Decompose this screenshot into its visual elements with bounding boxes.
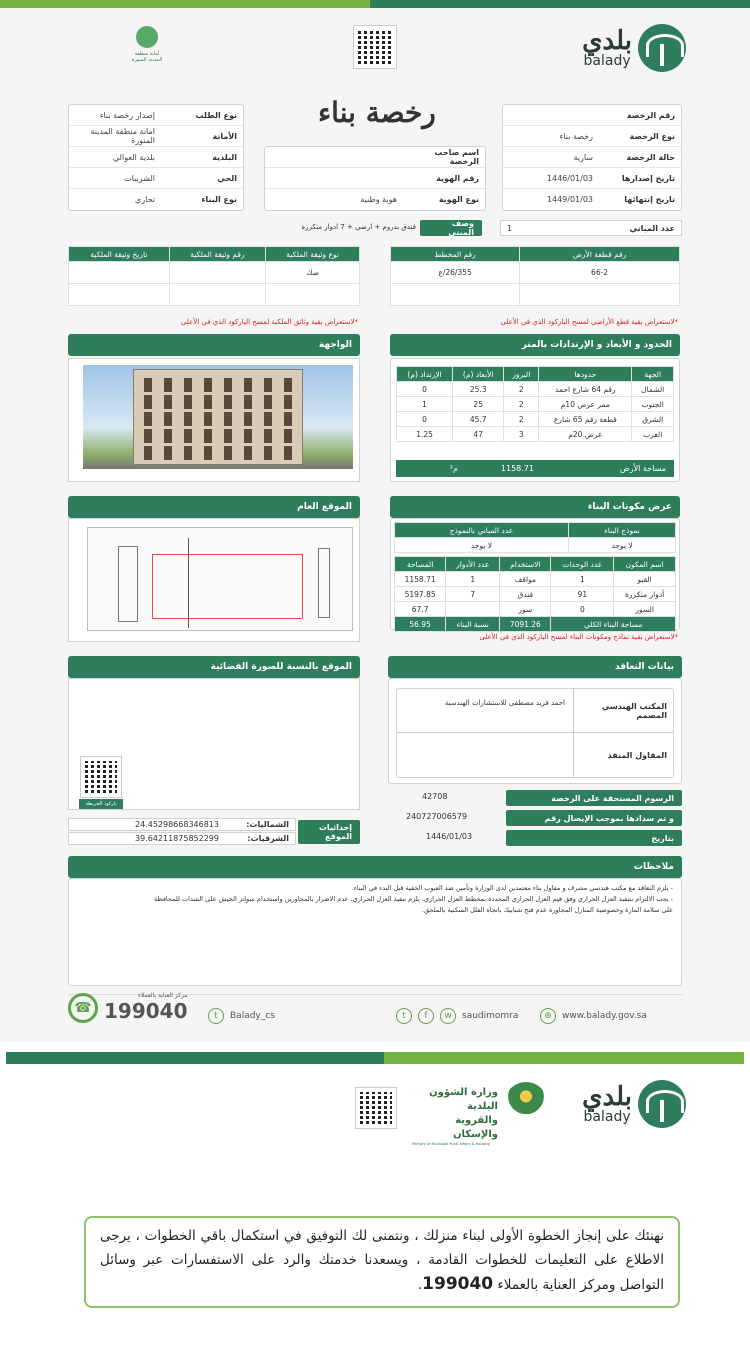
table-header: عدد الأدوار <box>446 557 500 572</box>
info-value: هوية وطنية <box>360 195 397 204</box>
partner-emblem-icon <box>136 26 158 48</box>
twitter-icon: t <box>396 1008 412 1024</box>
info-row <box>265 168 485 189</box>
table-cell: فندق <box>500 587 551 602</box>
ministry-line3: Ministry of Municipal Rural Affairs & Housing <box>412 1142 490 1146</box>
facade-window <box>224 395 232 409</box>
note-3: على سلامة المارة وخصوصية المنازل المجاورة عدم فتح شبابيك باتجاه الفلل السكنية بالملحق. <box>422 906 673 914</box>
brand-ar-2: بلدي <box>582 1082 632 1112</box>
twitter-icon: t <box>208 1008 224 1024</box>
table-cell: 0 <box>397 412 453 427</box>
care-label: مركز العناية بالعملاء <box>137 992 188 999</box>
facade-window <box>244 446 252 460</box>
request-info-box <box>68 104 244 211</box>
info-value: إصدار رخصة بناء <box>99 110 155 120</box>
facade-window <box>184 429 192 443</box>
satellite-section-title: الموقع بالنسبة للصورة الفضائية <box>68 656 360 678</box>
site-plan-drawing <box>87 527 353 631</box>
twitter-text: Balady_cs <box>230 1011 275 1021</box>
site-section-title: الموقع العام <box>68 496 360 518</box>
model-count-value: لا يوجد <box>395 538 569 553</box>
info-row <box>265 189 485 210</box>
facade-window <box>164 429 172 443</box>
payment-date-label: بتاريخ <box>506 830 682 846</box>
partner-line2: المدينة المنورة <box>131 57 163 63</box>
website-link[interactable] <box>540 1008 647 1024</box>
info-key: تاريخ إصدارها <box>621 173 675 183</box>
north-value: 24.45298668346813 <box>135 820 219 829</box>
receipt-label: و تم سدادها بموجب الإيصال رقم <box>506 810 682 826</box>
info-row <box>69 189 243 210</box>
table-cell: 1 <box>446 572 500 587</box>
care-center <box>68 992 188 1023</box>
table-cell: 25.3 <box>453 382 504 397</box>
plot-plan-number: 26/355/ع <box>391 262 520 284</box>
whatsapp-icon: w <box>440 1008 456 1024</box>
north-label: الشماليات: <box>246 820 289 829</box>
receipt-value: 240727006579 <box>406 812 468 821</box>
facebook-icon: f <box>418 1008 434 1024</box>
info-row <box>265 147 485 168</box>
contractor-label: المقاول المنفذ <box>573 733 673 777</box>
plot-table <box>390 246 680 306</box>
palm-logo-icon <box>638 1080 686 1128</box>
table-header: الاستخدام <box>500 557 551 572</box>
facade-window <box>224 412 232 426</box>
table-cell: عرض 20م <box>539 427 632 442</box>
facade-window <box>244 412 252 426</box>
info-key: حالة الرخصة <box>626 152 675 162</box>
facade-window <box>144 378 152 392</box>
deed-type: صك <box>266 262 360 284</box>
facade-window <box>264 446 272 460</box>
buildings-count-value: 1 <box>507 223 513 233</box>
partner-line1: أمانة منطقة <box>134 51 160 57</box>
table-cell: سور <box>500 602 551 617</box>
info-key: الحي <box>217 173 237 183</box>
table-cell: 91 <box>551 587 614 602</box>
table-cell: القبو <box>614 572 676 587</box>
brand-en-2: balady <box>583 1109 631 1125</box>
table-cell: 5197.85 <box>395 587 446 602</box>
map-qr-label: باركود الخريطة <box>79 799 123 809</box>
brand-en: balady <box>583 53 631 69</box>
model-count-header: عدد المباني بالنموذج <box>395 523 569 538</box>
facade-window <box>144 446 152 460</box>
social-text: saudimomra <box>462 1011 519 1021</box>
table-header: الإرتداد (م) <box>397 367 453 382</box>
table-cell: 47 <box>453 427 504 442</box>
note-components: *لاستعراض بقية نماذج ومكونات البناء لمسح الباركود الذي في الأعلى <box>479 633 678 641</box>
info-row <box>69 126 243 147</box>
table-cell: مواقف <box>500 572 551 587</box>
table-header: الأبعاد (م) <box>453 367 504 382</box>
facade-window <box>224 446 232 460</box>
table-header: الجهة <box>632 367 674 382</box>
table-cell: 45.7 <box>453 412 504 427</box>
table-cell: 2 <box>504 397 539 412</box>
info-row <box>69 105 243 126</box>
facade-window <box>264 412 272 426</box>
total-cell: نسبة البناء <box>446 617 500 632</box>
facade-window <box>284 429 292 443</box>
info-key: نوع الطلب <box>195 110 237 120</box>
facade-window <box>284 378 292 392</box>
facade-window <box>144 395 152 409</box>
satellite-image <box>68 678 360 810</box>
info-row <box>503 147 681 168</box>
table-cell: رقم 64 شارع احمد <box>539 382 632 397</box>
facade-window <box>204 429 212 443</box>
info-key: رقم الرخصة <box>626 110 675 120</box>
plot-header-number: رقم قطعة الأرض <box>520 247 680 262</box>
design-office-label: المكتب الهندسي المصمم <box>573 689 673 732</box>
plot-header-plan: رقم المخطط <box>391 247 520 262</box>
table-cell: 3 <box>504 427 539 442</box>
note-1: - يلزم التعاقد مع مكتب هندسي مشرف و مقاول بناء معتمدين لدى الوزارة وتأمين ضد العيوب الخفية قبل البدء في البناء. <box>351 884 673 892</box>
facade-window <box>204 378 212 392</box>
land-area-unit: م² <box>449 464 458 473</box>
top-color-bar <box>0 0 750 8</box>
table-header: البروز <box>504 367 539 382</box>
info-key: الأمانة <box>212 131 237 141</box>
partner-logo <box>122 26 172 74</box>
table-cell: 7 <box>446 587 500 602</box>
congrats-message <box>84 1216 680 1308</box>
payment-date-value: 1446/01/03 <box>426 832 473 841</box>
second-qr-code[interactable] <box>356 1088 396 1128</box>
table-cell: 1 <box>397 397 453 412</box>
facade-window <box>264 378 272 392</box>
note-deeds: *لاستعراض بقية وثائق الملكية لمسح الباركود الذي في الأعلى <box>180 318 358 326</box>
map-qr-code[interactable] <box>81 757 121 797</box>
total-cell: مساحة البناء الكلي <box>551 617 676 632</box>
design-office-value: احمد فريد مصطفى للاستشارات الهندسية <box>444 699 565 707</box>
ministry-name <box>412 1086 498 1147</box>
table-cell: الشمال <box>632 382 674 397</box>
table-cell: 1 <box>551 572 614 587</box>
info-value: 1449/01/03 <box>546 195 593 204</box>
table-cell: 2 <box>504 412 539 427</box>
deed-header-number: رقم وثيقة الملكية <box>169 247 266 262</box>
contractor-value <box>397 733 573 777</box>
info-key: رقم الهوية <box>436 173 479 183</box>
facade-window <box>144 429 152 443</box>
plot-number: 66-2 <box>520 262 680 284</box>
building-desc-label: وصف المبنى <box>420 220 482 236</box>
palm-logo-icon <box>638 24 686 72</box>
table-cell: 1.25 <box>397 427 453 442</box>
facade-window <box>164 446 172 460</box>
deed-number <box>169 262 266 284</box>
east-coord <box>68 832 296 845</box>
info-row <box>503 126 681 147</box>
brand-ar: بلدي <box>582 26 632 56</box>
phone-icon: ☎ <box>68 993 98 1023</box>
second-color-bar <box>6 1052 744 1064</box>
north-coord <box>68 818 296 831</box>
table-cell: 67.7 <box>395 602 446 617</box>
license-qr-code[interactable] <box>354 26 396 68</box>
facade-window <box>204 412 212 426</box>
table-row <box>397 427 674 442</box>
info-value: امانة منطقة المدينة المنورة <box>90 127 155 145</box>
contract-table <box>396 688 674 778</box>
facade-window <box>284 412 292 426</box>
info-key: البلدية <box>212 152 237 162</box>
table-row <box>395 587 676 602</box>
deed-header-type: نوع وثيقة الملكية <box>266 247 360 262</box>
facade-window <box>184 395 192 409</box>
table-cell: قطعة رقم 65 شارع <box>539 412 632 427</box>
balady-logo <box>582 24 686 72</box>
facade-window <box>224 378 232 392</box>
info-value: الشريبات <box>124 173 155 183</box>
notes-section-title: ملاحظات <box>68 856 682 878</box>
congrats-number: 199040 <box>422 1274 494 1294</box>
ministry-line2: والقروية والإسكان <box>452 1115 498 1140</box>
ministry-line1: وزارة الشؤون البلدية <box>429 1087 498 1112</box>
table-cell: 0 <box>551 602 614 617</box>
model-value: لا يوجد <box>568 538 675 553</box>
facade-window <box>184 378 192 392</box>
land-area-row <box>396 460 674 477</box>
congrats-text: نهنئك على إنجاز الخطوة الأولى لبناء منزلك ، ونتمنى لك التوفيق في استكمال باقي الخطوات ، يرجى الاطلاع على التعليمات للخطوات القادمة ، ويسعدنا خدمتك والرد على الاستفسارات عبر وسائل التواصل ومركز العناية بالعملاء <box>100 1228 664 1293</box>
table-row <box>395 572 676 587</box>
table-cell: 25 <box>453 397 504 412</box>
social-links[interactable] <box>396 1008 518 1024</box>
facade-window <box>144 412 152 426</box>
info-key: نوع البناء <box>201 195 237 204</box>
coords-label: إحداثيات الموقع <box>298 820 360 844</box>
info-row <box>69 168 243 189</box>
components-section-title: عرض مكونات البناء <box>390 496 680 518</box>
table-header: اسم المكون <box>614 557 676 572</box>
note-plots: *لاستعراض بقية قطع الأراضي لمسح الباركود الذي في الأعلى <box>500 318 678 326</box>
document-title: رخصة بناء <box>318 96 436 129</box>
bounds-section-title: الحدود و الأبعاد و الإرتدادات بالمتر <box>390 334 680 356</box>
east-label: الشرقيات: <box>247 834 289 843</box>
facade-window <box>224 429 232 443</box>
buildings-count <box>500 220 682 236</box>
congrats-end: . <box>417 1277 423 1293</box>
facade-window <box>164 412 172 426</box>
deed-table <box>68 246 360 306</box>
facade-window <box>184 446 192 460</box>
components-table <box>394 556 676 632</box>
table-cell <box>446 602 500 617</box>
table-row <box>397 382 674 397</box>
facade-image <box>68 358 360 482</box>
info-row <box>69 147 243 168</box>
info-key: نوع الهوية <box>438 195 479 204</box>
table-cell: ممر عرض 10م <box>539 397 632 412</box>
facade-window <box>164 395 172 409</box>
ministry-emblem-icon <box>498 1082 554 1130</box>
facade-window <box>164 378 172 392</box>
website-text: www.balady.gov.sa <box>562 1011 647 1021</box>
table-row <box>397 397 674 412</box>
site-plan-image <box>68 518 360 642</box>
table-cell: 2 <box>504 382 539 397</box>
facade-render <box>83 365 353 469</box>
care-number: 199040 <box>104 999 188 1023</box>
info-value: بلدية العوالي <box>112 152 155 162</box>
bounds-table <box>396 366 674 442</box>
info-value: رخصة بناء <box>559 131 593 141</box>
table-cell: الشرق <box>632 412 674 427</box>
facade-window <box>284 395 292 409</box>
table-cell: الجنوب <box>632 397 674 412</box>
fees-label: الرسوم المستحقة على الرخصة <box>506 790 682 806</box>
land-area-value: 1158.71 <box>500 464 534 473</box>
facade-window <box>284 446 292 460</box>
notes-panel <box>68 878 682 986</box>
contract-section-title: بيانات التعاقد <box>388 656 682 678</box>
total-cell: 7091.26 <box>500 617 551 632</box>
info-value: تجاري <box>135 195 155 204</box>
fees-value: 42708 <box>422 792 448 801</box>
balady-logo-2 <box>582 1080 686 1128</box>
facade-window <box>204 446 212 460</box>
facade-window <box>264 395 272 409</box>
table-cell: أدوار متكررة <box>614 587 676 602</box>
buildings-count-label: عدد المباني <box>629 223 675 233</box>
table-header: المساحة <box>395 557 446 572</box>
info-key: نوع الرخصة <box>629 131 675 141</box>
facade-window <box>264 429 272 443</box>
facade-window <box>244 395 252 409</box>
facade-window <box>184 412 192 426</box>
table-cell: الغرب <box>632 427 674 442</box>
info-value: 1446/01/03 <box>546 173 593 183</box>
table-cell: 1158.71 <box>395 572 446 587</box>
license-info-box <box>502 104 682 211</box>
table-row <box>395 602 676 617</box>
info-key: اسم صاحب الرخصة <box>434 148 479 166</box>
components-total-row <box>395 617 676 632</box>
east-value: 39.64211875852299 <box>135 834 219 843</box>
globe-icon: ⊕ <box>540 1008 556 1024</box>
info-value: سارية <box>573 152 593 162</box>
total-cell: 56.95 <box>395 617 446 632</box>
facade-window <box>244 378 252 392</box>
facade-section-title: الواجهة <box>68 334 360 356</box>
note-2: - يجب الالتزام بتنفيذ العزل الحراري وفق قيم العزل الحراري المحددة بمخطط العزل الحراري. يلزم تنفيذ العزل الحراري، عدم الاضرار بالمجاورين واستخدام سواتر الخيش على الشدات للمحافظة <box>154 895 673 903</box>
deed-header-date: تاريخ وثيقة الملكية <box>69 247 170 262</box>
building-desc-value: فندق بدروم + ارضي + 7 ادوار متكررة <box>301 223 416 231</box>
table-header: حدودها <box>539 367 632 382</box>
facade-window <box>244 429 252 443</box>
info-row <box>503 168 681 189</box>
components-model-table <box>394 522 676 553</box>
table-cell: 0 <box>397 382 453 397</box>
deed-date <box>69 262 170 284</box>
table-cell: السور <box>614 602 676 617</box>
owner-info-box <box>264 146 486 211</box>
table-header: عدد الوحدات <box>551 557 614 572</box>
land-area-label: مساحة الأرض <box>620 464 666 473</box>
info-key: تاريخ إنتهائها <box>624 195 675 204</box>
table-row <box>397 412 674 427</box>
twitter-handle[interactable] <box>208 1008 275 1024</box>
info-row <box>503 189 681 210</box>
info-row <box>503 105 681 126</box>
facade-window <box>204 395 212 409</box>
model-header: نموذج البناء <box>568 523 675 538</box>
